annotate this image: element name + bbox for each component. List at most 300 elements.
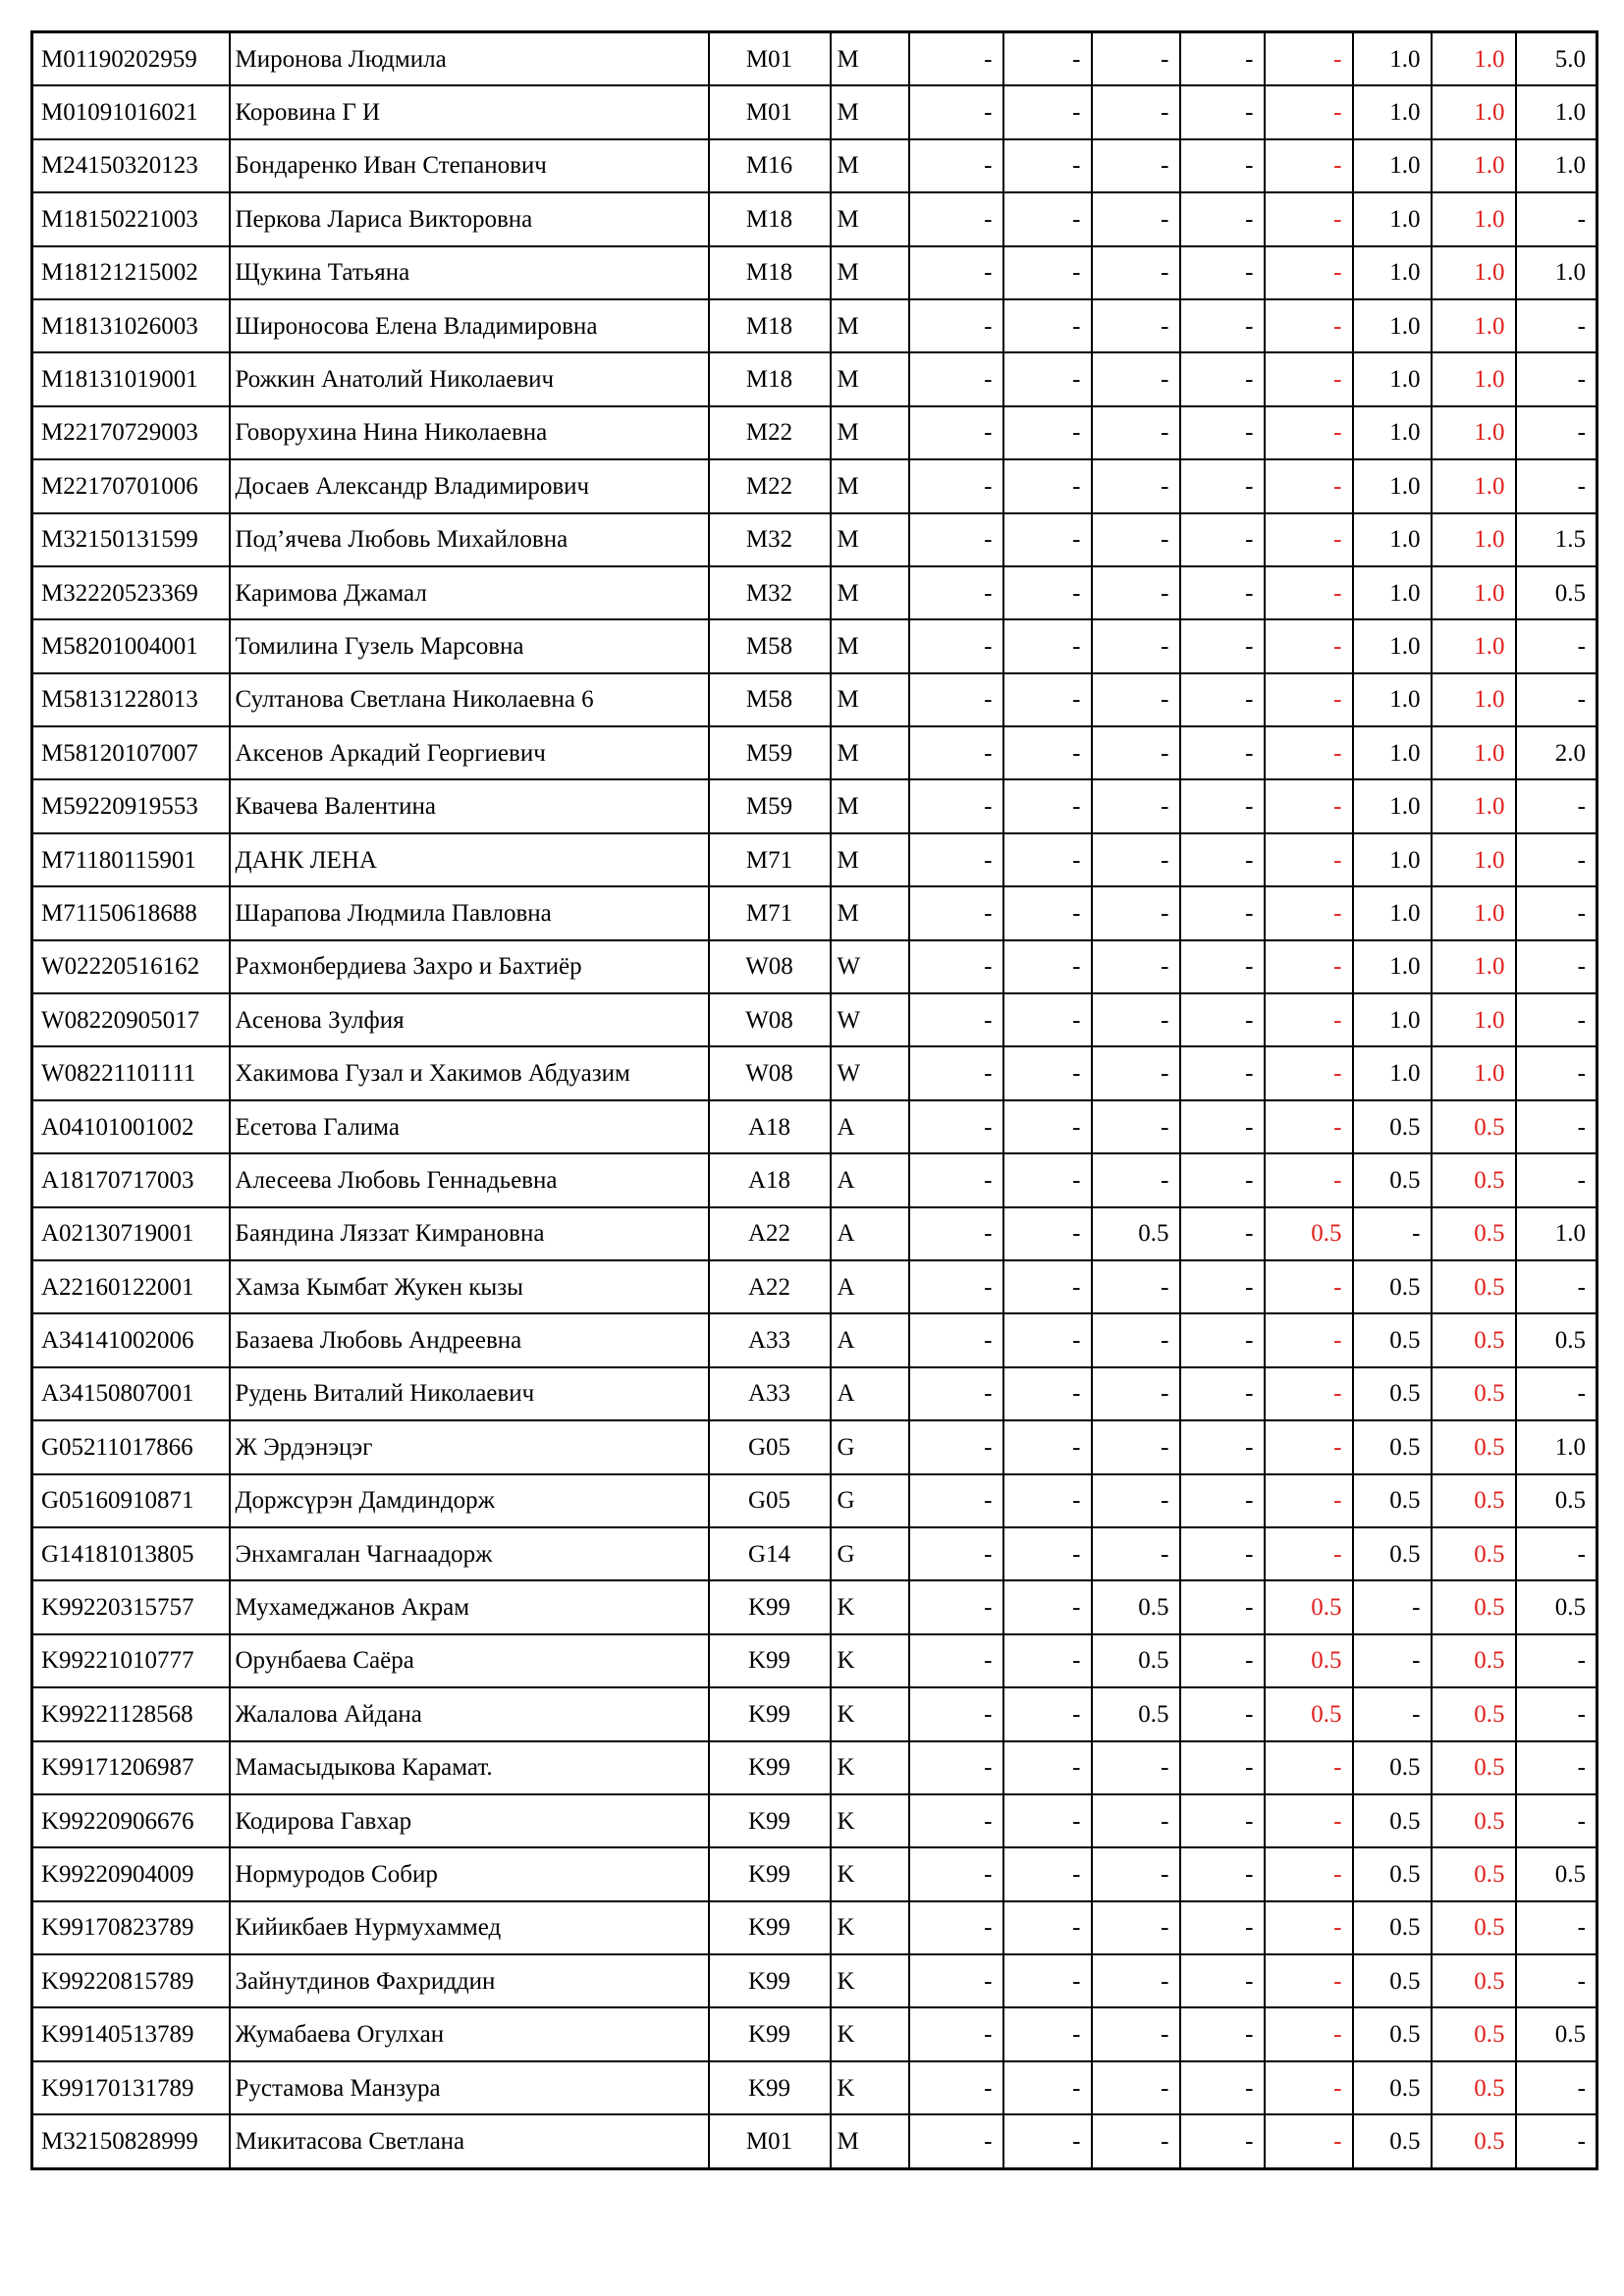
group-code-cell: M01 xyxy=(709,2114,831,2168)
value-col-5-cell: - xyxy=(1265,2007,1353,2060)
member-code-cell: A18170717003 xyxy=(32,1153,230,1206)
table-row xyxy=(32,619,1597,672)
value-col-6-cell: 1.0 xyxy=(1353,833,1432,886)
member-code-cell: A34150807001 xyxy=(32,1367,230,1420)
value-col-5-cell: 0.5 xyxy=(1265,1687,1353,1740)
value-col-1-cell: - xyxy=(909,1207,1003,1260)
value-col-8-cell: - xyxy=(1516,779,1597,832)
value-col-1-cell: - xyxy=(909,85,1003,138)
value-col-7-cell: 1.0 xyxy=(1432,833,1516,886)
value-col-3-cell: 0.5 xyxy=(1092,1207,1180,1260)
value-col-1-cell: - xyxy=(909,459,1003,512)
category-cell: M xyxy=(831,726,909,779)
value-col-4-cell: - xyxy=(1180,1260,1265,1313)
group-code-cell: G05 xyxy=(709,1420,831,1473)
value-col-5-cell: - xyxy=(1265,993,1353,1046)
value-col-6-cell: - xyxy=(1353,1687,1432,1740)
table-row xyxy=(32,459,1597,512)
value-col-2-cell: - xyxy=(1003,1580,1092,1633)
value-col-6-cell: 0.5 xyxy=(1353,1901,1432,1954)
table-row xyxy=(32,192,1597,245)
value-col-1-cell: - xyxy=(909,1153,1003,1206)
value-col-3-cell: - xyxy=(1092,1260,1180,1313)
value-col-5-cell: - xyxy=(1265,299,1353,352)
value-col-3-cell: - xyxy=(1092,726,1180,779)
value-col-1-cell: - xyxy=(909,513,1003,566)
value-col-1-cell: - xyxy=(909,1313,1003,1366)
value-col-8-cell: - xyxy=(1516,1794,1597,1847)
value-col-2-cell: - xyxy=(1003,886,1092,939)
member-name-cell: Миронова Людмила xyxy=(230,32,709,86)
value-col-8-cell: - xyxy=(1516,940,1597,993)
table-row xyxy=(32,1100,1597,1153)
value-col-1-cell: - xyxy=(909,352,1003,405)
table-row xyxy=(32,940,1597,993)
value-col-2-cell: - xyxy=(1003,1794,1092,1847)
value-col-5-cell: - xyxy=(1265,1100,1353,1153)
category-cell: A xyxy=(831,1367,909,1420)
member-code-cell: M58120107007 xyxy=(32,726,230,779)
group-code-cell: M18 xyxy=(709,246,831,299)
value-col-8-cell: 0.5 xyxy=(1516,1580,1597,1633)
value-col-4-cell: - xyxy=(1180,1420,1265,1473)
value-col-5-cell: - xyxy=(1265,619,1353,672)
value-col-5-cell: - xyxy=(1265,886,1353,939)
category-cell: G xyxy=(831,1420,909,1473)
value-col-4-cell: - xyxy=(1180,1634,1265,1687)
member-name-cell: Нормуродов Собир xyxy=(230,1847,709,1900)
group-code-cell: M71 xyxy=(709,886,831,939)
value-col-7-cell: 0.5 xyxy=(1432,2061,1516,2114)
value-col-2-cell: - xyxy=(1003,513,1092,566)
value-col-1-cell: - xyxy=(909,726,1003,779)
value-col-5-cell: - xyxy=(1265,246,1353,299)
value-col-1-cell: - xyxy=(909,139,1003,192)
value-col-3-cell: - xyxy=(1092,566,1180,619)
category-cell: M xyxy=(831,32,909,86)
value-col-7-cell: 1.0 xyxy=(1432,299,1516,352)
value-col-3-cell: - xyxy=(1092,1420,1180,1473)
value-col-5-cell: - xyxy=(1265,1741,1353,1794)
value-col-7-cell: 1.0 xyxy=(1432,886,1516,939)
member-name-cell: Баяндина Ляззат Кимрановна xyxy=(230,1207,709,1260)
member-name-cell: Орунбаева Саёра xyxy=(230,1634,709,1687)
member-code-cell: K99170131789 xyxy=(32,2061,230,2114)
value-col-7-cell: 1.0 xyxy=(1432,566,1516,619)
value-col-5-cell: - xyxy=(1265,139,1353,192)
value-col-3-cell: - xyxy=(1092,833,1180,886)
value-col-1-cell: - xyxy=(909,1741,1003,1794)
group-code-cell: M01 xyxy=(709,85,831,138)
value-col-4-cell: - xyxy=(1180,886,1265,939)
category-cell: K xyxy=(831,2061,909,2114)
category-cell: K xyxy=(831,1901,909,1954)
value-col-1-cell: - xyxy=(909,993,1003,1046)
value-col-7-cell: 1.0 xyxy=(1432,673,1516,726)
value-col-2-cell: - xyxy=(1003,352,1092,405)
value-col-8-cell: - xyxy=(1516,886,1597,939)
member-name-cell: Жумабаева Огулхан xyxy=(230,2007,709,2060)
value-col-7-cell: 0.5 xyxy=(1432,1580,1516,1633)
value-col-8-cell: - xyxy=(1516,1634,1597,1687)
table-row xyxy=(32,32,1597,86)
table-row xyxy=(32,1901,1597,1954)
value-col-6-cell: 0.5 xyxy=(1353,1847,1432,1900)
value-col-5-cell: - xyxy=(1265,726,1353,779)
member-code-cell: W08220905017 xyxy=(32,993,230,1046)
member-name-cell: Рудень Виталий Николаевич xyxy=(230,1367,709,1420)
value-col-5-cell: - xyxy=(1265,85,1353,138)
value-col-3-cell: - xyxy=(1092,85,1180,138)
value-col-8-cell: - xyxy=(1516,1954,1597,2007)
value-col-5-cell: - xyxy=(1265,1527,1353,1580)
value-col-6-cell: 0.5 xyxy=(1353,1100,1432,1153)
table-row xyxy=(32,566,1597,619)
group-code-cell: G05 xyxy=(709,1474,831,1527)
group-code-cell: K99 xyxy=(709,1634,831,1687)
value-col-7-cell: 0.5 xyxy=(1432,1474,1516,1527)
member-code-cell: M18131026003 xyxy=(32,299,230,352)
group-code-cell: K99 xyxy=(709,2061,831,2114)
table-row xyxy=(32,779,1597,832)
value-col-8-cell: - xyxy=(1516,299,1597,352)
value-col-2-cell: - xyxy=(1003,1847,1092,1900)
value-col-4-cell: - xyxy=(1180,1954,1265,2007)
value-col-7-cell: 0.5 xyxy=(1432,1741,1516,1794)
value-col-1-cell: - xyxy=(909,2061,1003,2114)
value-col-2-cell: - xyxy=(1003,1153,1092,1206)
value-col-1-cell: - xyxy=(909,1847,1003,1900)
value-col-4-cell: - xyxy=(1180,299,1265,352)
value-col-6-cell: - xyxy=(1353,1634,1432,1687)
member-code-cell: K99220904009 xyxy=(32,1847,230,1900)
value-col-2-cell: - xyxy=(1003,2114,1092,2168)
category-cell: M xyxy=(831,566,909,619)
value-col-7-cell: 0.5 xyxy=(1432,1260,1516,1313)
value-col-3-cell: - xyxy=(1092,1367,1180,1420)
member-name-cell: Широносова Елена Владимировна xyxy=(230,299,709,352)
value-col-4-cell: - xyxy=(1180,1313,1265,1366)
value-col-4-cell: - xyxy=(1180,2114,1265,2168)
value-col-8-cell: - xyxy=(1516,1687,1597,1740)
table-row xyxy=(32,1954,1597,2007)
value-col-6-cell: 0.5 xyxy=(1353,1954,1432,2007)
value-col-4-cell: - xyxy=(1180,139,1265,192)
value-col-8-cell: - xyxy=(1516,1901,1597,1954)
group-code-cell: K99 xyxy=(709,1794,831,1847)
value-col-1-cell: - xyxy=(909,1367,1003,1420)
value-col-2-cell: - xyxy=(1003,673,1092,726)
category-cell: M xyxy=(831,246,909,299)
table-row xyxy=(32,1260,1597,1313)
value-col-4-cell: - xyxy=(1180,779,1265,832)
member-code-cell: A34141002006 xyxy=(32,1313,230,1366)
value-col-6-cell: 1.0 xyxy=(1353,726,1432,779)
value-col-1-cell: - xyxy=(909,192,1003,245)
member-code-cell: K99171206987 xyxy=(32,1741,230,1794)
value-col-1-cell: - xyxy=(909,673,1003,726)
table-row xyxy=(32,352,1597,405)
member-name-cell: Мухамеджанов Акрам xyxy=(230,1580,709,1633)
value-col-2-cell: - xyxy=(1003,1527,1092,1580)
member-name-cell: Рахмонбердиева Захро и Бахтиёр xyxy=(230,940,709,993)
value-col-8-cell: - xyxy=(1516,192,1597,245)
value-col-3-cell: - xyxy=(1092,406,1180,459)
value-col-2-cell: - xyxy=(1003,1100,1092,1153)
group-code-cell: K99 xyxy=(709,1741,831,1794)
category-cell: K xyxy=(831,1954,909,2007)
value-col-3-cell: - xyxy=(1092,1794,1180,1847)
member-name-cell: Кодирова Гавхар xyxy=(230,1794,709,1847)
member-code-cell: A04101001002 xyxy=(32,1100,230,1153)
value-col-2-cell: - xyxy=(1003,2061,1092,2114)
value-col-2-cell: - xyxy=(1003,726,1092,779)
value-col-8-cell: - xyxy=(1516,673,1597,726)
table-row xyxy=(32,1207,1597,1260)
value-col-4-cell: - xyxy=(1180,1901,1265,1954)
category-cell: W xyxy=(831,940,909,993)
group-code-cell: A33 xyxy=(709,1367,831,1420)
group-code-cell: M01 xyxy=(709,32,831,86)
value-col-1-cell: - xyxy=(909,2007,1003,2060)
value-col-4-cell: - xyxy=(1180,833,1265,886)
value-col-7-cell: 0.5 xyxy=(1432,2114,1516,2168)
category-cell: M xyxy=(831,352,909,405)
value-col-2-cell: - xyxy=(1003,1420,1092,1473)
value-col-4-cell: - xyxy=(1180,32,1265,86)
table-row xyxy=(32,2007,1597,2060)
table-row xyxy=(32,1367,1597,1420)
value-col-8-cell: - xyxy=(1516,993,1597,1046)
value-col-3-cell: - xyxy=(1092,1527,1180,1580)
table-row xyxy=(32,299,1597,352)
value-col-3-cell: - xyxy=(1092,352,1180,405)
table-row xyxy=(32,2061,1597,2114)
value-col-4-cell: - xyxy=(1180,1580,1265,1633)
value-col-3-cell: - xyxy=(1092,886,1180,939)
value-col-2-cell: - xyxy=(1003,1901,1092,1954)
value-col-6-cell: 1.0 xyxy=(1353,299,1432,352)
category-cell: M xyxy=(831,139,909,192)
group-code-cell: M71 xyxy=(709,833,831,886)
value-col-3-cell: - xyxy=(1092,619,1180,672)
member-name-cell: Асенова Зулфия xyxy=(230,993,709,1046)
value-col-5-cell: - xyxy=(1265,1367,1353,1420)
value-col-2-cell: - xyxy=(1003,459,1092,512)
table-row xyxy=(32,673,1597,726)
value-col-4-cell: - xyxy=(1180,1474,1265,1527)
value-col-2-cell: - xyxy=(1003,139,1092,192)
value-col-4-cell: - xyxy=(1180,1046,1265,1099)
group-code-cell: M32 xyxy=(709,513,831,566)
value-col-4-cell: - xyxy=(1180,246,1265,299)
category-cell: A xyxy=(831,1153,909,1206)
value-col-8-cell: - xyxy=(1516,459,1597,512)
category-cell: M xyxy=(831,459,909,512)
member-code-cell: M18150221003 xyxy=(32,192,230,245)
value-col-2-cell: - xyxy=(1003,32,1092,86)
category-cell: W xyxy=(831,1046,909,1099)
value-col-7-cell: 0.5 xyxy=(1432,1527,1516,1580)
value-col-3-cell: - xyxy=(1092,1741,1180,1794)
value-col-6-cell: 1.0 xyxy=(1353,1046,1432,1099)
value-col-4-cell: - xyxy=(1180,2007,1265,2060)
member-code-cell: M22170701006 xyxy=(32,459,230,512)
value-col-7-cell: 0.5 xyxy=(1432,1100,1516,1153)
value-col-1-cell: - xyxy=(909,1474,1003,1527)
member-code-cell: M32150131599 xyxy=(32,513,230,566)
value-col-5-cell: - xyxy=(1265,1794,1353,1847)
value-col-2-cell: - xyxy=(1003,299,1092,352)
value-col-7-cell: 0.5 xyxy=(1432,1420,1516,1473)
member-code-cell: M01190202959 xyxy=(32,32,230,86)
value-col-6-cell: 1.0 xyxy=(1353,459,1432,512)
value-col-4-cell: - xyxy=(1180,619,1265,672)
value-col-3-cell: - xyxy=(1092,673,1180,726)
table-row xyxy=(32,886,1597,939)
value-col-2-cell: - xyxy=(1003,566,1092,619)
group-code-cell: A33 xyxy=(709,1313,831,1366)
value-col-8-cell: 2.0 xyxy=(1516,726,1597,779)
value-col-4-cell: - xyxy=(1180,1527,1265,1580)
value-col-6-cell: 0.5 xyxy=(1353,1153,1432,1206)
member-code-cell: M32150828999 xyxy=(32,2114,230,2168)
value-col-8-cell: - xyxy=(1516,1153,1597,1206)
member-name-cell: Каримова Джамал xyxy=(230,566,709,619)
table-row xyxy=(32,513,1597,566)
member-name-cell: Рустамова Манзура xyxy=(230,2061,709,2114)
member-name-cell: Аксенов Аркадий Георгиевич xyxy=(230,726,709,779)
value-col-7-cell: 1.0 xyxy=(1432,352,1516,405)
category-cell: A xyxy=(831,1313,909,1366)
value-col-4-cell: - xyxy=(1180,459,1265,512)
member-name-cell: Рожкин Анатолий Николаевич xyxy=(230,352,709,405)
value-col-8-cell: 0.5 xyxy=(1516,1474,1597,1527)
value-col-6-cell: 0.5 xyxy=(1353,2061,1432,2114)
group-code-cell: K99 xyxy=(709,1901,831,1954)
member-name-cell: Энхамгалан Чагнаадорж xyxy=(230,1527,709,1580)
member-code-cell: K99170823789 xyxy=(32,1901,230,1954)
value-col-6-cell: 0.5 xyxy=(1353,1367,1432,1420)
member-code-cell: M58131228013 xyxy=(32,673,230,726)
group-code-cell: M58 xyxy=(709,673,831,726)
value-col-2-cell: - xyxy=(1003,1207,1092,1260)
value-col-7-cell: 0.5 xyxy=(1432,1207,1516,1260)
table-row xyxy=(32,85,1597,138)
group-code-cell: A22 xyxy=(709,1260,831,1313)
value-col-8-cell: - xyxy=(1516,352,1597,405)
group-code-cell: W08 xyxy=(709,993,831,1046)
table-row xyxy=(32,1794,1597,1847)
value-col-8-cell: - xyxy=(1516,1046,1597,1099)
member-code-cell: M58201004001 xyxy=(32,619,230,672)
group-code-cell: A22 xyxy=(709,1207,831,1260)
value-col-3-cell: - xyxy=(1092,2061,1180,2114)
value-col-1-cell: - xyxy=(909,1954,1003,2007)
value-col-2-cell: - xyxy=(1003,1687,1092,1740)
member-name-cell: Квачева Валентина xyxy=(230,779,709,832)
value-col-2-cell: - xyxy=(1003,1954,1092,2007)
value-col-3-cell: - xyxy=(1092,246,1180,299)
category-cell: K xyxy=(831,2007,909,2060)
value-col-2-cell: - xyxy=(1003,1260,1092,1313)
value-col-7-cell: 1.0 xyxy=(1432,246,1516,299)
member-name-cell: Микитасова Светлана xyxy=(230,2114,709,2168)
value-col-6-cell: 1.0 xyxy=(1353,32,1432,86)
value-col-3-cell: - xyxy=(1092,2007,1180,2060)
value-col-3-cell: - xyxy=(1092,32,1180,86)
member-code-cell: K99220815789 xyxy=(32,1954,230,2007)
value-col-6-cell: 0.5 xyxy=(1353,1794,1432,1847)
value-col-7-cell: 1.0 xyxy=(1432,940,1516,993)
value-col-3-cell: - xyxy=(1092,139,1180,192)
member-code-cell: G05160910871 xyxy=(32,1474,230,1527)
value-col-3-cell: - xyxy=(1092,1313,1180,1366)
member-name-cell: Жалалова Айдана xyxy=(230,1687,709,1740)
value-col-5-cell: - xyxy=(1265,566,1353,619)
value-col-3-cell: 0.5 xyxy=(1092,1634,1180,1687)
table-row xyxy=(32,1527,1597,1580)
value-col-2-cell: - xyxy=(1003,85,1092,138)
member-name-cell: Шарапова Людмила Павловна xyxy=(230,886,709,939)
member-code-cell: G14181013805 xyxy=(32,1527,230,1580)
group-code-cell: K99 xyxy=(709,2007,831,2060)
member-code-cell: M18131019001 xyxy=(32,352,230,405)
group-code-cell: W08 xyxy=(709,1046,831,1099)
value-col-6-cell: 0.5 xyxy=(1353,1527,1432,1580)
group-code-cell: M59 xyxy=(709,726,831,779)
value-col-1-cell: - xyxy=(909,1420,1003,1473)
value-col-2-cell: - xyxy=(1003,406,1092,459)
value-col-1-cell: - xyxy=(909,1687,1003,1740)
category-cell: M xyxy=(831,886,909,939)
value-col-7-cell: 0.5 xyxy=(1432,1794,1516,1847)
value-col-5-cell: - xyxy=(1265,1260,1353,1313)
member-name-cell: Кийикбаев Нурмухаммед xyxy=(230,1901,709,1954)
table-row xyxy=(32,406,1597,459)
group-code-cell: G14 xyxy=(709,1527,831,1580)
table-row xyxy=(32,833,1597,886)
member-name-cell: Ж Эрдэнэцэг xyxy=(230,1420,709,1473)
member-code-cell: W08221101111 xyxy=(32,1046,230,1099)
value-col-1-cell: - xyxy=(909,1260,1003,1313)
category-cell: M xyxy=(831,2114,909,2168)
value-col-8-cell: - xyxy=(1516,406,1597,459)
value-col-7-cell: 0.5 xyxy=(1432,1687,1516,1740)
value-col-8-cell: - xyxy=(1516,1741,1597,1794)
value-col-5-cell: - xyxy=(1265,673,1353,726)
value-col-4-cell: - xyxy=(1180,1207,1265,1260)
value-col-3-cell: - xyxy=(1092,1153,1180,1206)
category-cell: M xyxy=(831,406,909,459)
value-col-3-cell: - xyxy=(1092,940,1180,993)
value-col-1-cell: - xyxy=(909,1794,1003,1847)
table-row xyxy=(32,1580,1597,1633)
group-code-cell: K99 xyxy=(709,1580,831,1633)
group-code-cell: K99 xyxy=(709,1954,831,2007)
group-code-cell: A18 xyxy=(709,1153,831,1206)
member-code-cell: M22170729003 xyxy=(32,406,230,459)
value-col-4-cell: - xyxy=(1180,940,1265,993)
category-cell: M xyxy=(831,299,909,352)
value-col-3-cell: - xyxy=(1092,2114,1180,2168)
group-code-cell: M18 xyxy=(709,192,831,245)
category-cell: K xyxy=(831,1580,909,1633)
value-col-7-cell: 1.0 xyxy=(1432,993,1516,1046)
value-col-3-cell: - xyxy=(1092,1046,1180,1099)
member-code-cell: M59220919553 xyxy=(32,779,230,832)
value-col-5-cell: - xyxy=(1265,1153,1353,1206)
